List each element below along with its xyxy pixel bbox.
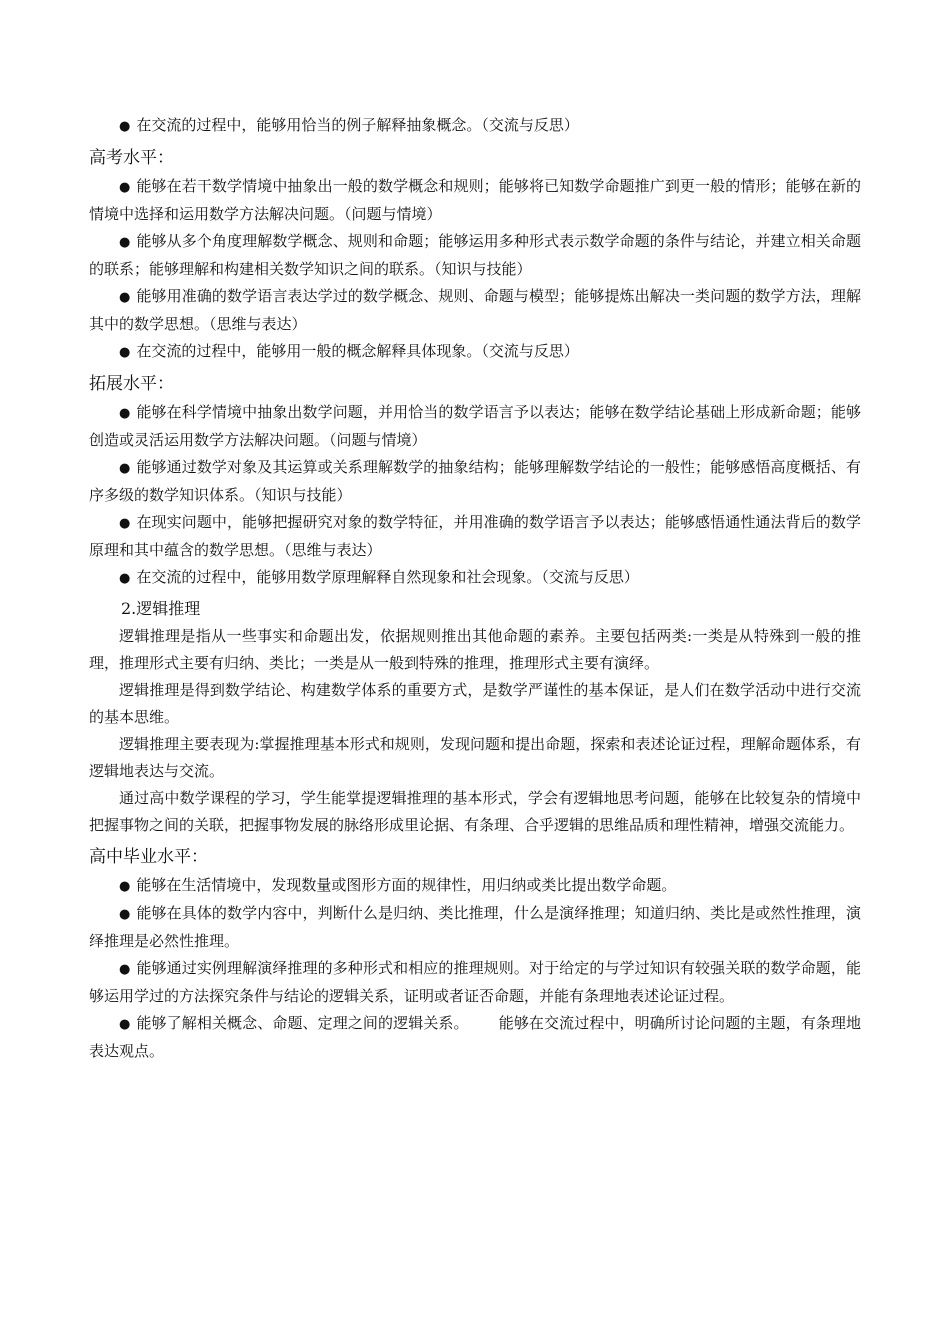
bullet-icon: ● <box>119 235 131 250</box>
list-item-text: 在交流的过程中，能够用恰当的例子解释抽象概念。（交流与反思） <box>136 116 579 134</box>
section-title: 2.逻辑推理 <box>121 599 201 618</box>
bullet-icon: ● <box>119 406 131 421</box>
level-heading-biye: 高中毕业水平： <box>89 847 208 867</box>
list-item <box>89 872 861 900</box>
level-heading-tuozhan: 拓展水平： <box>89 374 174 394</box>
list-item <box>89 454 861 509</box>
list-item-text: 能够从多个角度理解数学概念、规则和命题；能够运用多种形式表示数学命题的条件与结论，并建立相关命题的联系；能够理解和构建相关数学知识之间的联系。（知识与技能） <box>89 232 862 278</box>
list-item-text: 在交流的过程中，能够用数学原理解释自然现象和社会现象。（交流与反思） <box>136 568 639 586</box>
list-item <box>89 112 861 140</box>
paragraph: 逻辑推理是得到数学结论、构建数学体系的重要方式，是数学严谨性的基本保证，是人们在数学活动中进行交流的基本思维。 <box>89 681 861 726</box>
paragraph: 通过高中数学课程的学习，学生能掌提逻辑推理的基本形式，学会有逻辑地思考问题，能够在比较复杂的情境中把握事物之间的关联，把握事物发展的脉络形成里论据、有条理、合乎逻辑的思维品质和理性精神，增强交流能力。 <box>89 789 861 834</box>
bullet-icon: ● <box>119 962 131 977</box>
list-item-text: 能够在具体的数学内容中，判断什么是归纳、类比推理，什么是演绎推理；知道归纳、类比是或然性推理，演绎推理是必然性推理。 <box>89 904 862 950</box>
list-item-text: 能够在生活情境中，发现数量或图形方面的规律性，用归纳或类比提出数学命题。 <box>136 876 677 894</box>
list-item <box>89 173 861 228</box>
list-item <box>89 399 861 454</box>
list-item-text: 能够在若干数学情境中抽象出一般的数学概念和规则；能够将已知数学命题推广到更一般的情形；能够在新的情境中选择和运用数学方法解决问题。（问题与情境） <box>89 177 862 223</box>
list-item-text: 在现实问题中，能够把握研究对象的数学特征，并用准确的数学语言予以表达；能够感悟通性通法背后的数学原理和其中蕴含的数学思想。（思维与表达） <box>89 513 862 559</box>
bullet-icon: ● <box>119 290 131 305</box>
bullet-icon: ● <box>119 571 131 586</box>
list-item-text: 能够通过实例理解演绎推理的多种形式和相应的推理规则。对于给定的与学过知识有较强关联的数学命题，能够运用学过的方法探究条件与结论的逻辑关系，证明或者证否命题，并能有条理地表述论证过程。 <box>89 959 862 1005</box>
bullet-icon: ● <box>119 1017 131 1032</box>
list-item <box>89 509 861 564</box>
list-item-text: 能够用准确的数学语言表达学过的数学概念、规则、命题与模型；能够提炼出解决一类问题的数学方法，理解其中的数学思想。（思维与表达） <box>89 287 862 333</box>
list-item-text: 能够在交流过程中，明确所讨论问题的主题，有条理地表达观点。 <box>89 1014 861 1060</box>
bullet-icon: ● <box>119 461 131 476</box>
list-item <box>89 228 861 283</box>
list-item-text: 能够了解相关概念、命题、定理之间的逻辑关系。 <box>136 1014 469 1032</box>
list-item <box>89 1010 861 1065</box>
bullet-icon: ● <box>119 516 131 531</box>
document-page <box>89 112 861 1065</box>
list-item <box>89 338 861 366</box>
list-item-text: 能够在科学情境中抽象出数学问题，并用恰当的数学语言予以表达；能够在数学结论基础上形成新命题；能够创造或灵活运用数学方法解决问题。（问题与情境） <box>89 403 862 449</box>
list-item-text: 在交流的过程中，能够用一般的概念解释具体现象。（交流与反思） <box>136 342 579 360</box>
list-item <box>89 955 861 1010</box>
paragraph: 逻辑推理是指从一些事实和命题出发，依据规则推出其他命题的素养。主要包括两类:一类是从特殊到一般的推理，推理形式主要有归纳、类比；一类是从一般到特殊的推理，推理形式主要有演绎。 <box>89 627 861 672</box>
bullet-icon: ● <box>119 907 131 922</box>
bullet-icon: ● <box>119 180 131 195</box>
paragraph: 逻辑推理主要表现为:掌握推理基本形式和规则，发现问题和提出命题，探索和表述论证过程，理解命题体系，有逻辑地表达与交流。 <box>89 735 861 780</box>
list-item <box>89 900 861 955</box>
list-item-text: 能够通过数学对象及其运算或关系理解数学的抽象结构；能够理解数学结论的一般性；能够感悟高度概括、有序多级的数学知识体系。（知识与技能） <box>89 458 862 504</box>
list-item <box>89 283 861 338</box>
bullet-icon: ● <box>119 345 131 360</box>
list-item <box>89 564 861 592</box>
level-heading-gaokao: 高考水平： <box>89 148 174 168</box>
bullet-icon: ● <box>119 119 131 134</box>
bullet-icon: ● <box>119 879 131 894</box>
